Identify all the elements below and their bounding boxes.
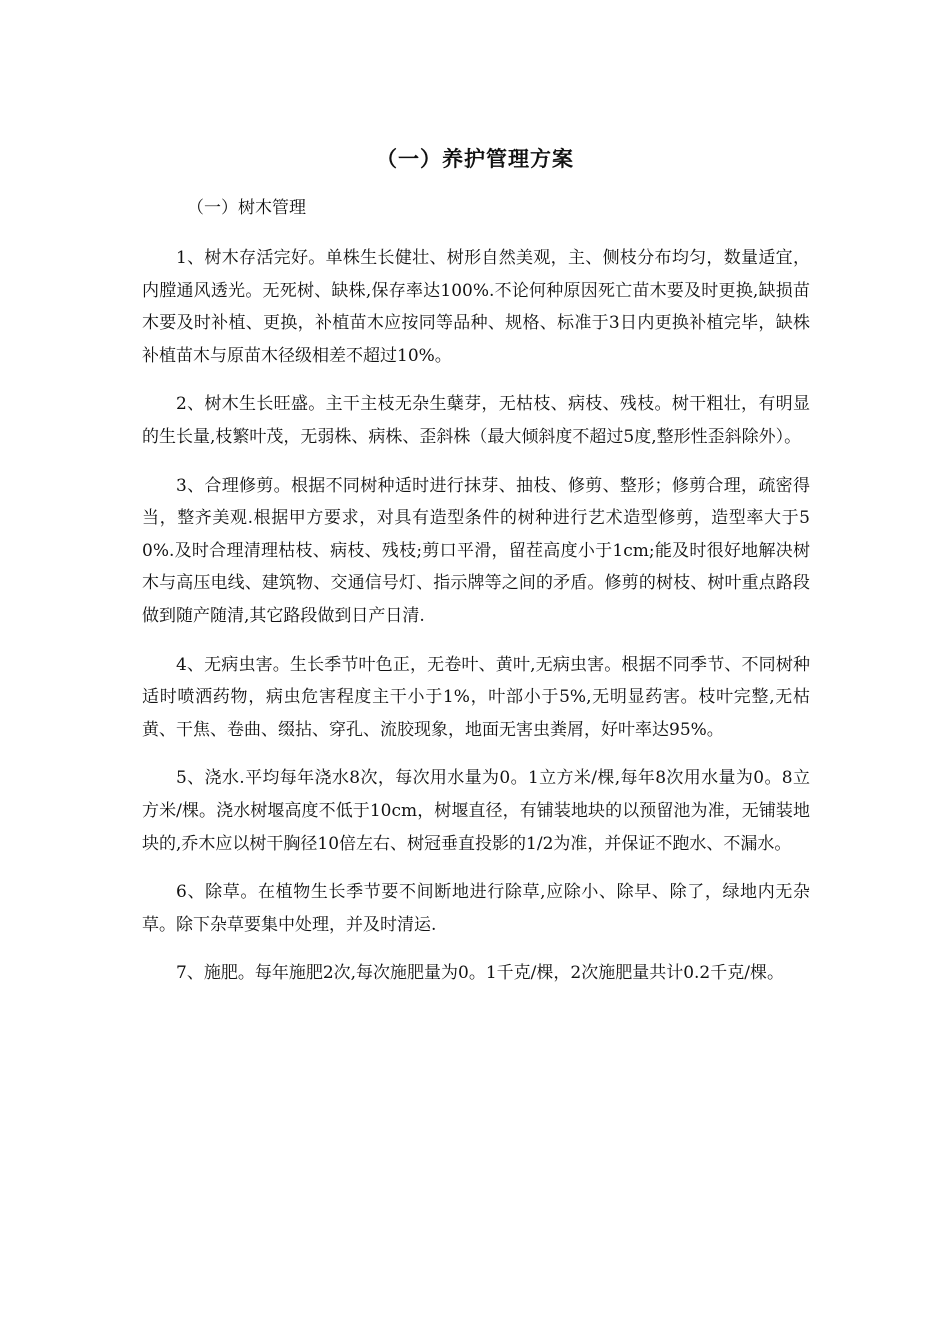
page-title: （一）养护管理方案 <box>376 147 574 171</box>
paragraph-7: 7、施肥。每年施肥2次,每次施肥量为0。1千克/棵，2次施肥量共计0.2千克/棵。 <box>176 963 784 984</box>
paragraph-5: 5、浇水.平均每年浇水8次，每次用水量为0。1立方米/棵,每年8次用水量为0。8立方米/棵。浇水树堰高度不低于10cm，树堰直径，有铺装地块的以预留池为准，无铺装地块的,乔木应以树干胸径10倍左右、树冠垂直投影的1/2为准，并保证不跑水、不漏水。 <box>142 768 810 854</box>
paragraph-3: 3、合理修剪。根据不同树种适时进行抹芽、抽枝、修剪、整形；修剪合理，疏密得当，整齐美观.根据甲方要求，对具有造型条件的树种进行艺术造型修剪，造型率大于50%.及时合理清理枯枝、病枝、残枝;剪口平滑，留茬高度小于1cm;能及时很好地解决树木与高压电线、建筑物、交通信号灯、指示牌等之间的矛盾。修剪的树枝、树叶重点路段做到随产随清,其它路段做到日产日清. <box>142 475 810 626</box>
paragraph-6: 6、除草。在植物生长季节要不间断地进行除草,应除小、除早、除了，绿地内无杂草。除下杂草要集中处理，并及时清运. <box>142 882 810 935</box>
paragraph-1: 1、树木存活完好。单株生长健壮、树形自然美观，主、侧枝分布均匀，数量适宜，内膛通风透光。无死树、缺株,保存率达100%.不论何种原因死亡苗木要及时更换,缺损苗木要及时补植、更换，补植苗木应按同等品种、规格、标准于3日内更换补植完毕，缺株补植苗木与原苗木径级相差不超过10%。 <box>142 248 810 366</box>
paragraph-2: 2、树木生长旺盛。主干主枝无杂生蘖芽，无枯枝、病枝、残枝。树干粗壮，有明显的生长量,枝繁叶茂，无弱株、病株、歪斜株（最大倾斜度不超过5度,整形性歪斜除外）。 <box>142 394 810 447</box>
document-body <box>142 242 810 1006</box>
paragraph-4: 4、无病虫害。生长季节叶色正，无卷叶、黄叶,无病虫害。根据不同季节、不同树种适时喷洒药物，病虫危害程度主干小于1%，叶部小于5%,无明显药害。枝叶完整,无枯黄、干焦、卷曲、缀拈、穿孔、流胶现象，地面无害虫粪屑，好叶率达95%。 <box>142 654 810 740</box>
section-heading: （一）树木管理 <box>187 198 306 218</box>
